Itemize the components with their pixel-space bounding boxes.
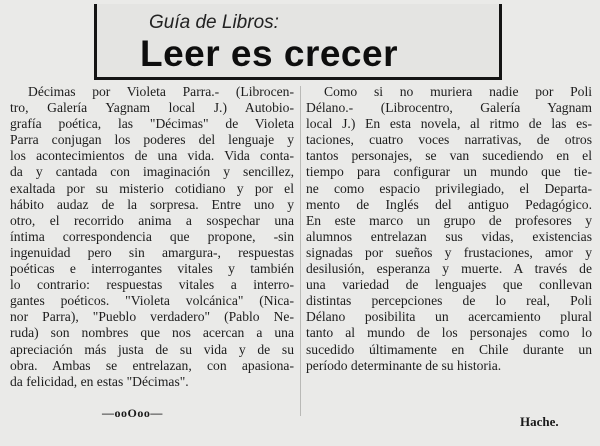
right-line: mento de Inglés del antiguo Pedagógico. <box>306 196 592 212</box>
author-signature: Hache. <box>520 414 559 429</box>
right-line: una variedad de lenguajes que conllevan <box>306 277 592 293</box>
left-line: tro, Galería Yagnam local J.) Autobio- <box>10 100 294 116</box>
right-line: alumnos entrelazan sus vidas, existencias <box>306 228 592 244</box>
left-line: los acontecimientos de una vida. Vida conta- <box>10 148 294 164</box>
left-line: da y cantada con imaginación y sencillez, <box>10 164 294 180</box>
section-separator: —ooOoo— <box>102 406 163 420</box>
right-line: tantos personajes, se van sucediendo en el <box>306 148 592 164</box>
left-line: poéticas e interrogantes vitales y también <box>10 261 294 277</box>
left-line: Décimas por Violeta Parra.- (Librocen- <box>28 84 294 99</box>
left-line: hábito audaz de la sorpresa. Entre uno y <box>10 196 294 212</box>
header-box <box>94 4 502 80</box>
left-column <box>10 84 294 390</box>
headline: Leer es crecer <box>140 33 398 74</box>
column-divider <box>300 86 301 416</box>
right-line: Délano posibilita un acercamiento plural <box>306 309 592 325</box>
left-line: gantes poéticos. "Violeta volcánica" (Nica- <box>10 293 294 309</box>
right-line: distintas percepciones de lo real, Poli <box>306 293 592 309</box>
right-line: Délano.- (Librocentro, Galería Yagnam <box>306 100 592 116</box>
right-column <box>306 84 592 374</box>
right-line: sucedido últimamente en Chile durante un <box>306 341 592 357</box>
left-line: nor Parra), "Pueblo verdadero" (Pablo Ne- <box>10 309 294 325</box>
right-line: En este marco un grupo de profesores y <box>306 212 592 228</box>
left-line: íntima correspondencia que propone, -sin <box>10 228 294 244</box>
left-line: ruda) son nombres que nos acercan a una <box>10 325 294 341</box>
right-line: local J.) En esta novela, al ritmo de las es- <box>306 116 592 132</box>
left-line: grafía poética, las "Décimas" de Violeta <box>10 116 294 132</box>
right-line: tiempo para configurar un mundo que tie- <box>306 164 592 180</box>
right-line: signadas por sueños y frustaciones, amor y <box>306 244 592 260</box>
right-line: ne como espacio privilegiado, el Departa- <box>306 180 592 196</box>
left-line: Parra conjugan los poderes del lenguaje y <box>10 132 294 148</box>
section-kicker: Guía de Libros: <box>149 12 279 33</box>
left-line: da felicidad, en estas "Décimas". <box>10 373 189 389</box>
left-line: lo contrario: respuestas vitales a interro- <box>10 277 294 293</box>
left-line: ingenuidad pero sin amargura-, respuestas <box>10 244 294 260</box>
right-line: taciones, cuatro voces narrativas, de otros <box>306 132 592 148</box>
right-line: desilusión, esperanza y muerte. A través de <box>306 261 592 277</box>
right-line: tanto al mundo de los personajes como lo <box>306 325 592 341</box>
left-line: obra. Ambas se entrelazan, con apasiona- <box>10 357 294 373</box>
right-line: período determinante de su historia. <box>306 357 502 373</box>
left-line: otro, el recorrido anima a sospechar una <box>10 212 294 228</box>
right-line: Como si no muriera nadie por Poli <box>324 84 592 99</box>
left-line: apreciación más justa de su vida y de su <box>10 341 294 357</box>
left-line: exaltada por su misterio cotidiano y por el <box>10 180 294 196</box>
